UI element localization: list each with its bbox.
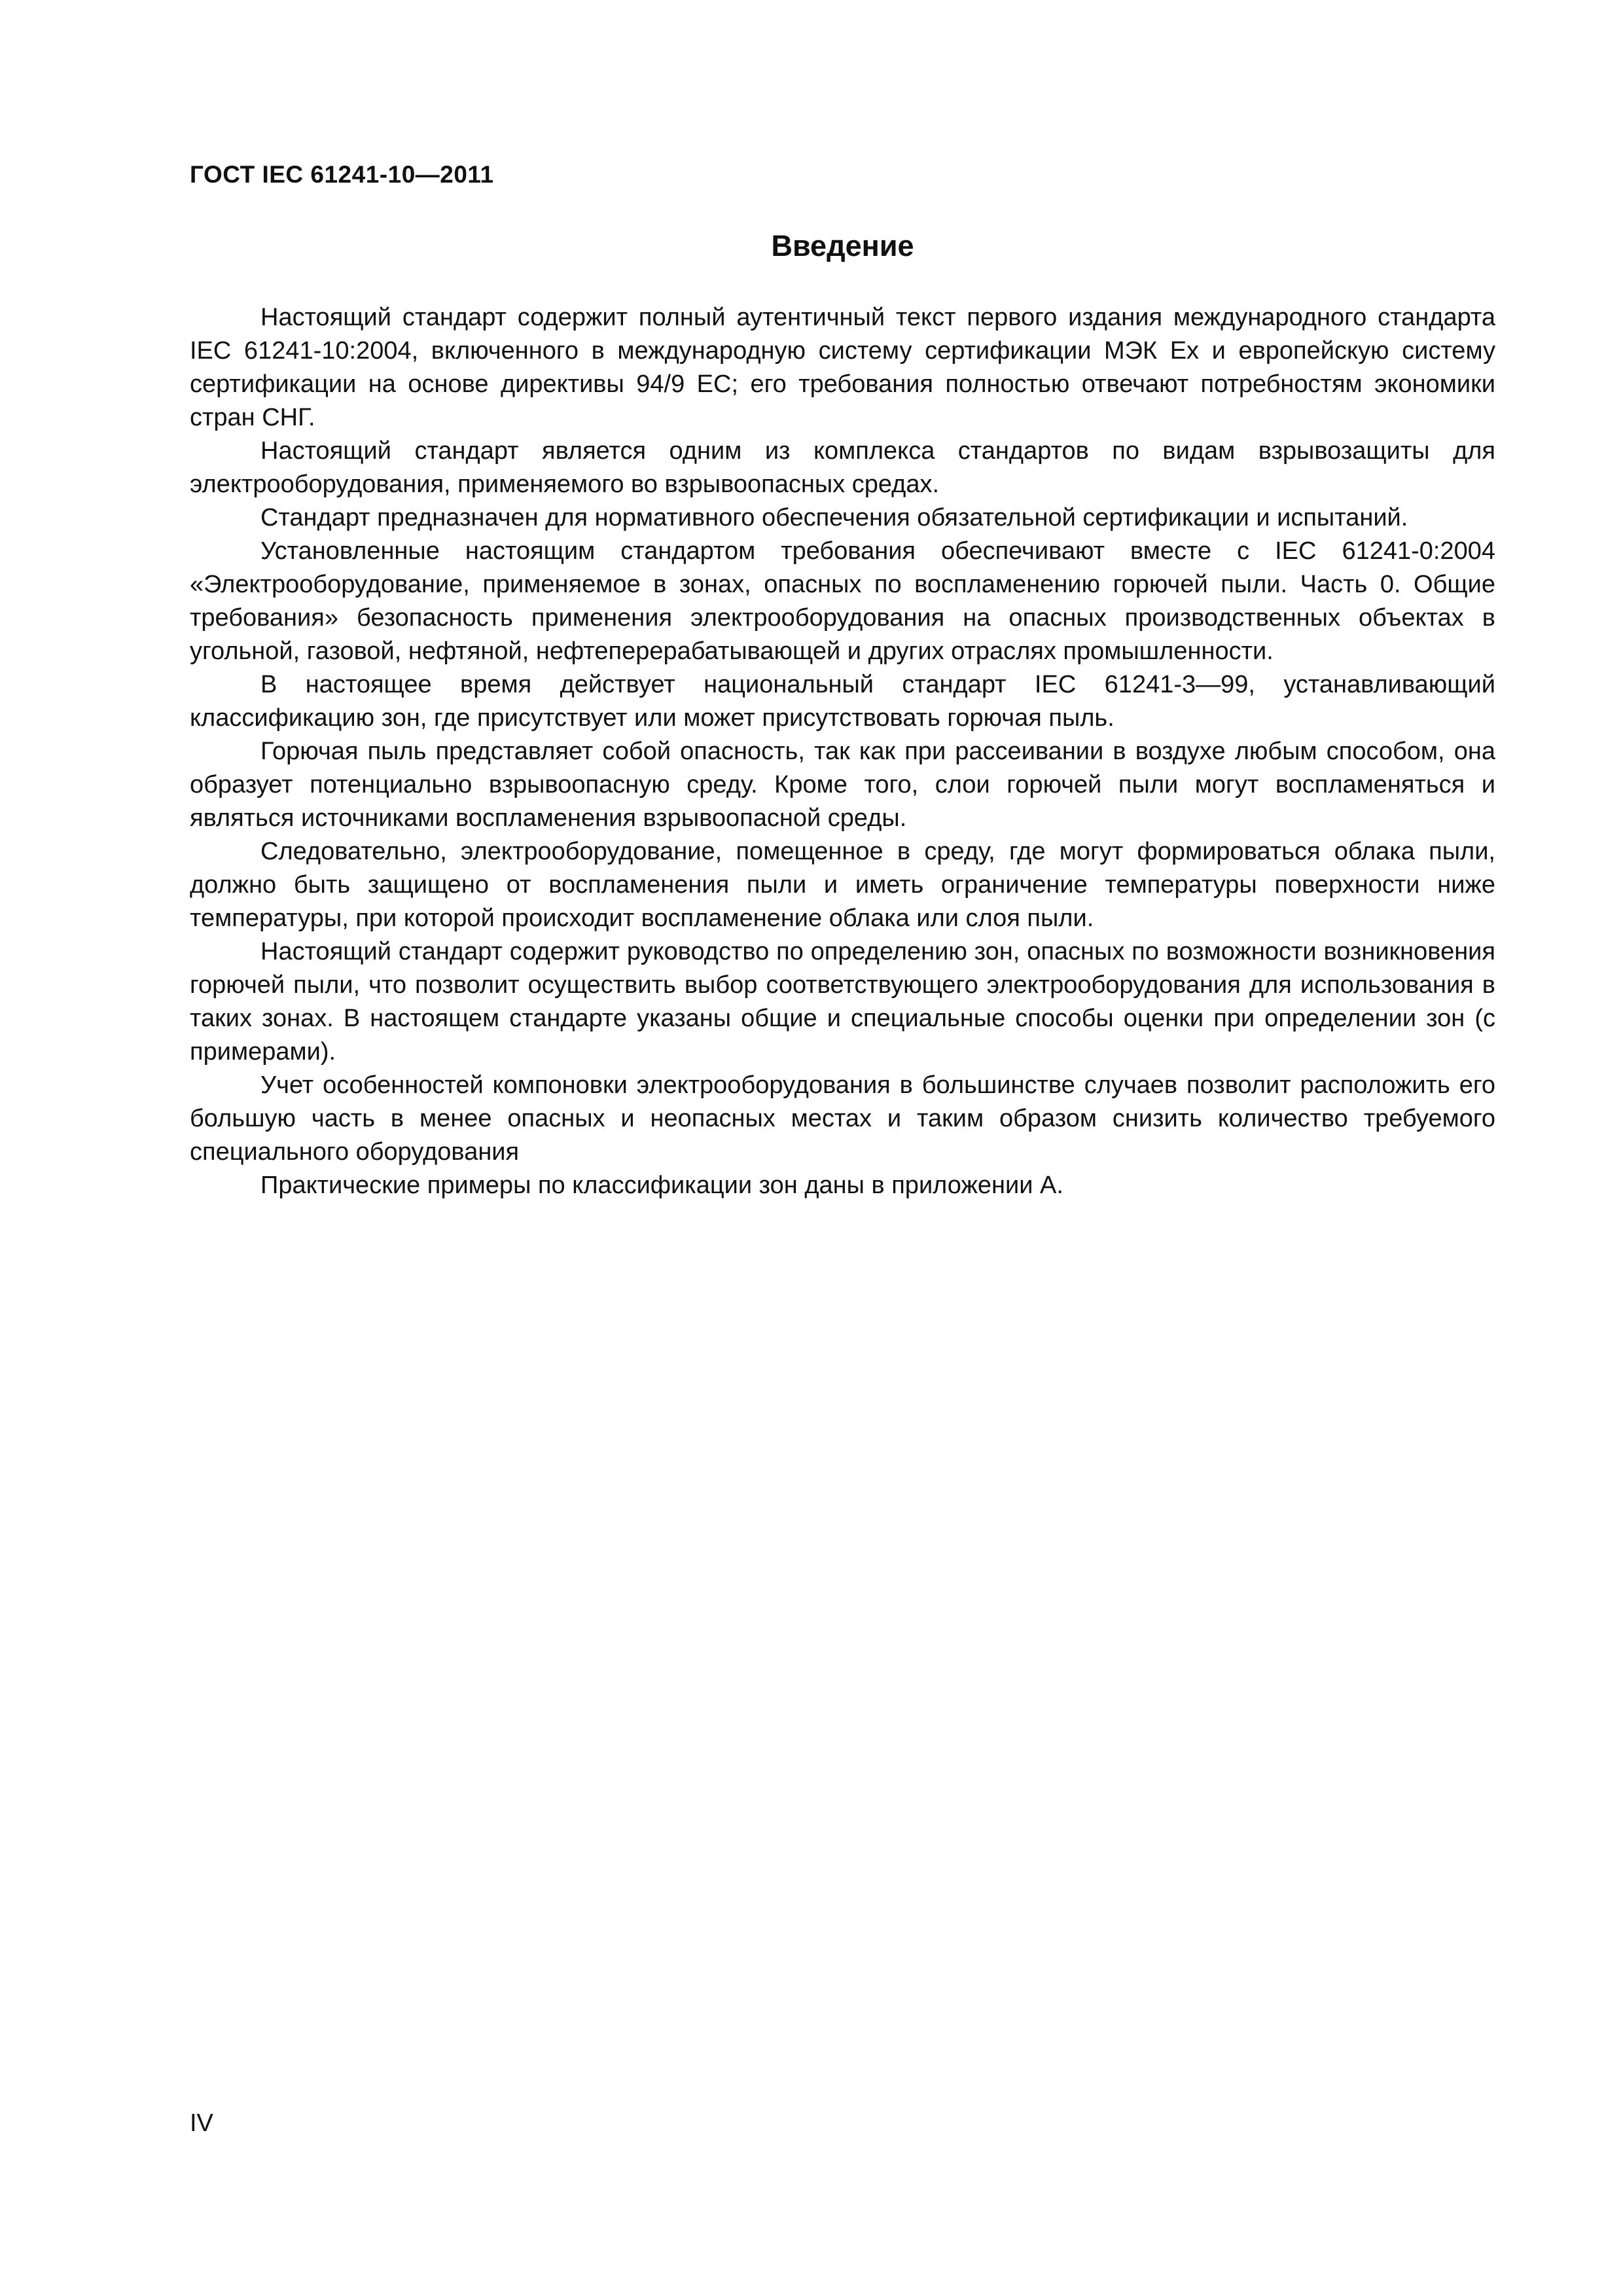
page-number: IV <box>190 2109 213 2137</box>
paragraph: Настоящий стандарт является одним из комплекса стандартов по видам взрывозащиты для электрооборудования, применяемого во взрывоопасных средах. <box>190 437 1495 498</box>
paragraph: Настоящий стандарт содержит полный аутентичный текст первого издания международного стандарта IEC 61241-10:2004, включенного в международную систему сертификации МЭК Ex и европейскую систему сертификации на основе директивы 94/9 ЕС; его требования полностью отвечают потребностям экономики стран СНГ. <box>190 304 1495 431</box>
paragraph: Стандарт предназначен для нормативного обеспечения обязательной сертификации и испытаний. <box>260 504 1408 531</box>
paragraph: Практические примеры по классификации зон даны в приложении А. <box>260 1172 1063 1199</box>
paragraph: Следовательно, электрооборудование, помещенное в среду, где могут формироваться облака пыли, должно быть защищено от воспламенения пыли и иметь ограничение температуры поверхности ниже температуры, при которой происходит воспламенение облака или слоя пыли. <box>190 838 1495 932</box>
paragraph: В настоящее время действует национальный стандарт IEC 61241-3—99, устанавливающий классификацию зон, где присутствует или может присутствовать горючая пыль. <box>190 671 1495 732</box>
paragraph: Установленные настоящим стандартом требования обеспечивают вместе с IEC 61241-0:2004 «Электрооборудование, применяемое в зонах, опасных по воспламенению горючей пыли. Часть 0. Общие требования» безопасность применения электрооборудования на опасных производственных объектах в угольной, газовой, нефтяной, нефтеперерабатывающей и других отраслях промышленности. <box>190 537 1495 665</box>
section-title: Введение <box>771 229 914 262</box>
paragraph: Учет особенностей компоновки электрооборудования в большинстве случаев позволит расположить его большую часть в менее опасных и неопасных местах и таким образом снизить количество требуемого специального оборудования <box>190 1071 1495 1166</box>
body-text <box>190 301 1495 1202</box>
document-code: ГОСТ IEC 61241-10—2011 <box>190 161 494 188</box>
paragraph: Горючая пыль представляет собой опасность, так как при рассеивании в воздухе любым способом, она образует потенциально взрывоопасную среду. Кроме того, слои горючей пыли могут воспламеняться и являться источниками воспламенения взрывоопасной среды. <box>190 738 1495 832</box>
paragraph: Настоящий стандарт содержит руководство по определению зон, опасных по возможности возникновения горючей пыли, что позволит осуществить выбор соответствующего электрооборудования для использования в таких зонах. В настоящем стандарте указаны общие и специальные способы оценки при определении зон (с примерами). <box>190 938 1495 1066</box>
